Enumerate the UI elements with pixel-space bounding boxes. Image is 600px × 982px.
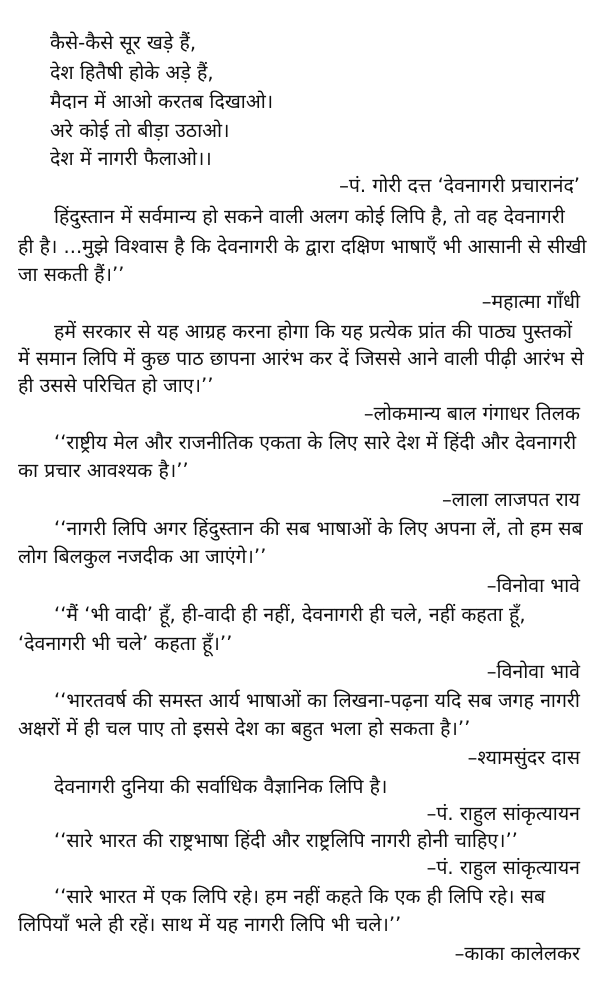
quote-line: देवनागरी दुनिया की सर्वाधिक वैज्ञानिक लिपि है। [54, 775, 388, 798]
quote-line: ही उससे परिचित हो जाए।’’ [18, 374, 214, 397]
quote-line: जा सकती हैं।’’ [18, 263, 125, 286]
quote-line: लोग बिलकुल नजदीक आ जाएंगे।’’ [18, 545, 267, 568]
quote-line: ‘‘भारतवर्ष की समस्त आर्य भाषाओं का लिखना-पढ़ना यदि सब जगह नागरी [54, 689, 580, 712]
quote-line: में समान लिपि में कुछ पाठ छापना आरंभ कर दें जिससे आने वाली पीढ़ी आरंभ से [18, 347, 584, 370]
quote-line: ‘‘सारे भारत में एक लिपि रहे। हम नहीं कहते कि एक ही लिपि रहे। सब [54, 885, 546, 908]
poem-line: देश में नागरी फैलाओ।। [50, 147, 212, 170]
quote-line: ‘‘नागरी लिपि अगर हिंदुस्तान की सब भाषाओं के लिए अपना लें, तो हम सब [54, 517, 583, 540]
quote-attribution: –पं. राहुल सांकृत्यायन [426, 856, 580, 879]
poem-line: अरे कोई तो बीड़ा उठाओ। [50, 119, 230, 142]
quote-attribution: –विनोवा भावे [486, 574, 580, 597]
quote-line: हमें सरकार से यह आग्रह करना होगा कि यह प्रत्येक प्रांत की पाठ्य पुस्तकों [54, 320, 573, 343]
quote-attribution: –लोकमान्य बाल गंगाधर तिलक [363, 402, 580, 425]
poem-line: मैदान में आओ करतब दिखाओ। [50, 90, 274, 113]
quote-attribution: –पं. राहुल सांकृत्यायन [426, 802, 580, 825]
quote-attribution: –श्यामसुंदर दास [467, 746, 580, 769]
quote-line: अक्षरों में ही चल पाए तो इससे देश का बहुत भला हो सकता है।’’ [18, 717, 471, 740]
quote-line: का प्रचार आवश्यक है।’’ [18, 459, 189, 482]
quote-attribution: –विनोवा भावे [486, 660, 580, 683]
poem-attribution: –पं. गोरी दत्त ‘देवनागरी प्रचारानंद’ [339, 174, 580, 197]
quote-attribution: –लाला लाजपत राय [442, 488, 580, 511]
poem-line: कैसे-कैसे सूर खड़े हैं, [50, 31, 197, 54]
quote-line: हिंदुस्तान में सर्वमान्य हो सकने वाली अलग कोई लिपि है, तो वह देवनागरी [54, 205, 565, 228]
quote-line: ‘‘राष्ट्रीय मेल और राजनीतिक एकता के लिए सारे देश में हिंदी और देवनागरी [54, 431, 577, 454]
quote-line: ‘देवनागरी भी चले’ कहता हूँ।’’ [18, 632, 233, 655]
quote-attribution: –महात्मा गाँधी [481, 290, 580, 313]
quote-attribution: –काका कालेलकर [454, 942, 580, 965]
quote-line: लिपियाँ भले ही रहें। साथ में यह नागरी लिपि भी चले।’’ [18, 913, 402, 936]
poem-line: देश हितैषी होके अड़े हैं, [50, 61, 214, 84]
quote-line: ‘‘सारे भारत की राष्ट्रभाषा हिंदी और राष्ट्रलिपि नागरी होनी चाहिए।’’ [54, 829, 518, 852]
quote-line: ही है। ...मुझे विश्वास है कि देवनागरी के द्वारा दक्षिण भाषाएँ भी आसानी से सीखी [18, 235, 587, 258]
quote-line: ‘‘मैं ‘भी वादी’ हूँ, ही-वादी ही नहीं, देवनागरी ही चले, नहीं कहता हूँ, [54, 603, 526, 626]
